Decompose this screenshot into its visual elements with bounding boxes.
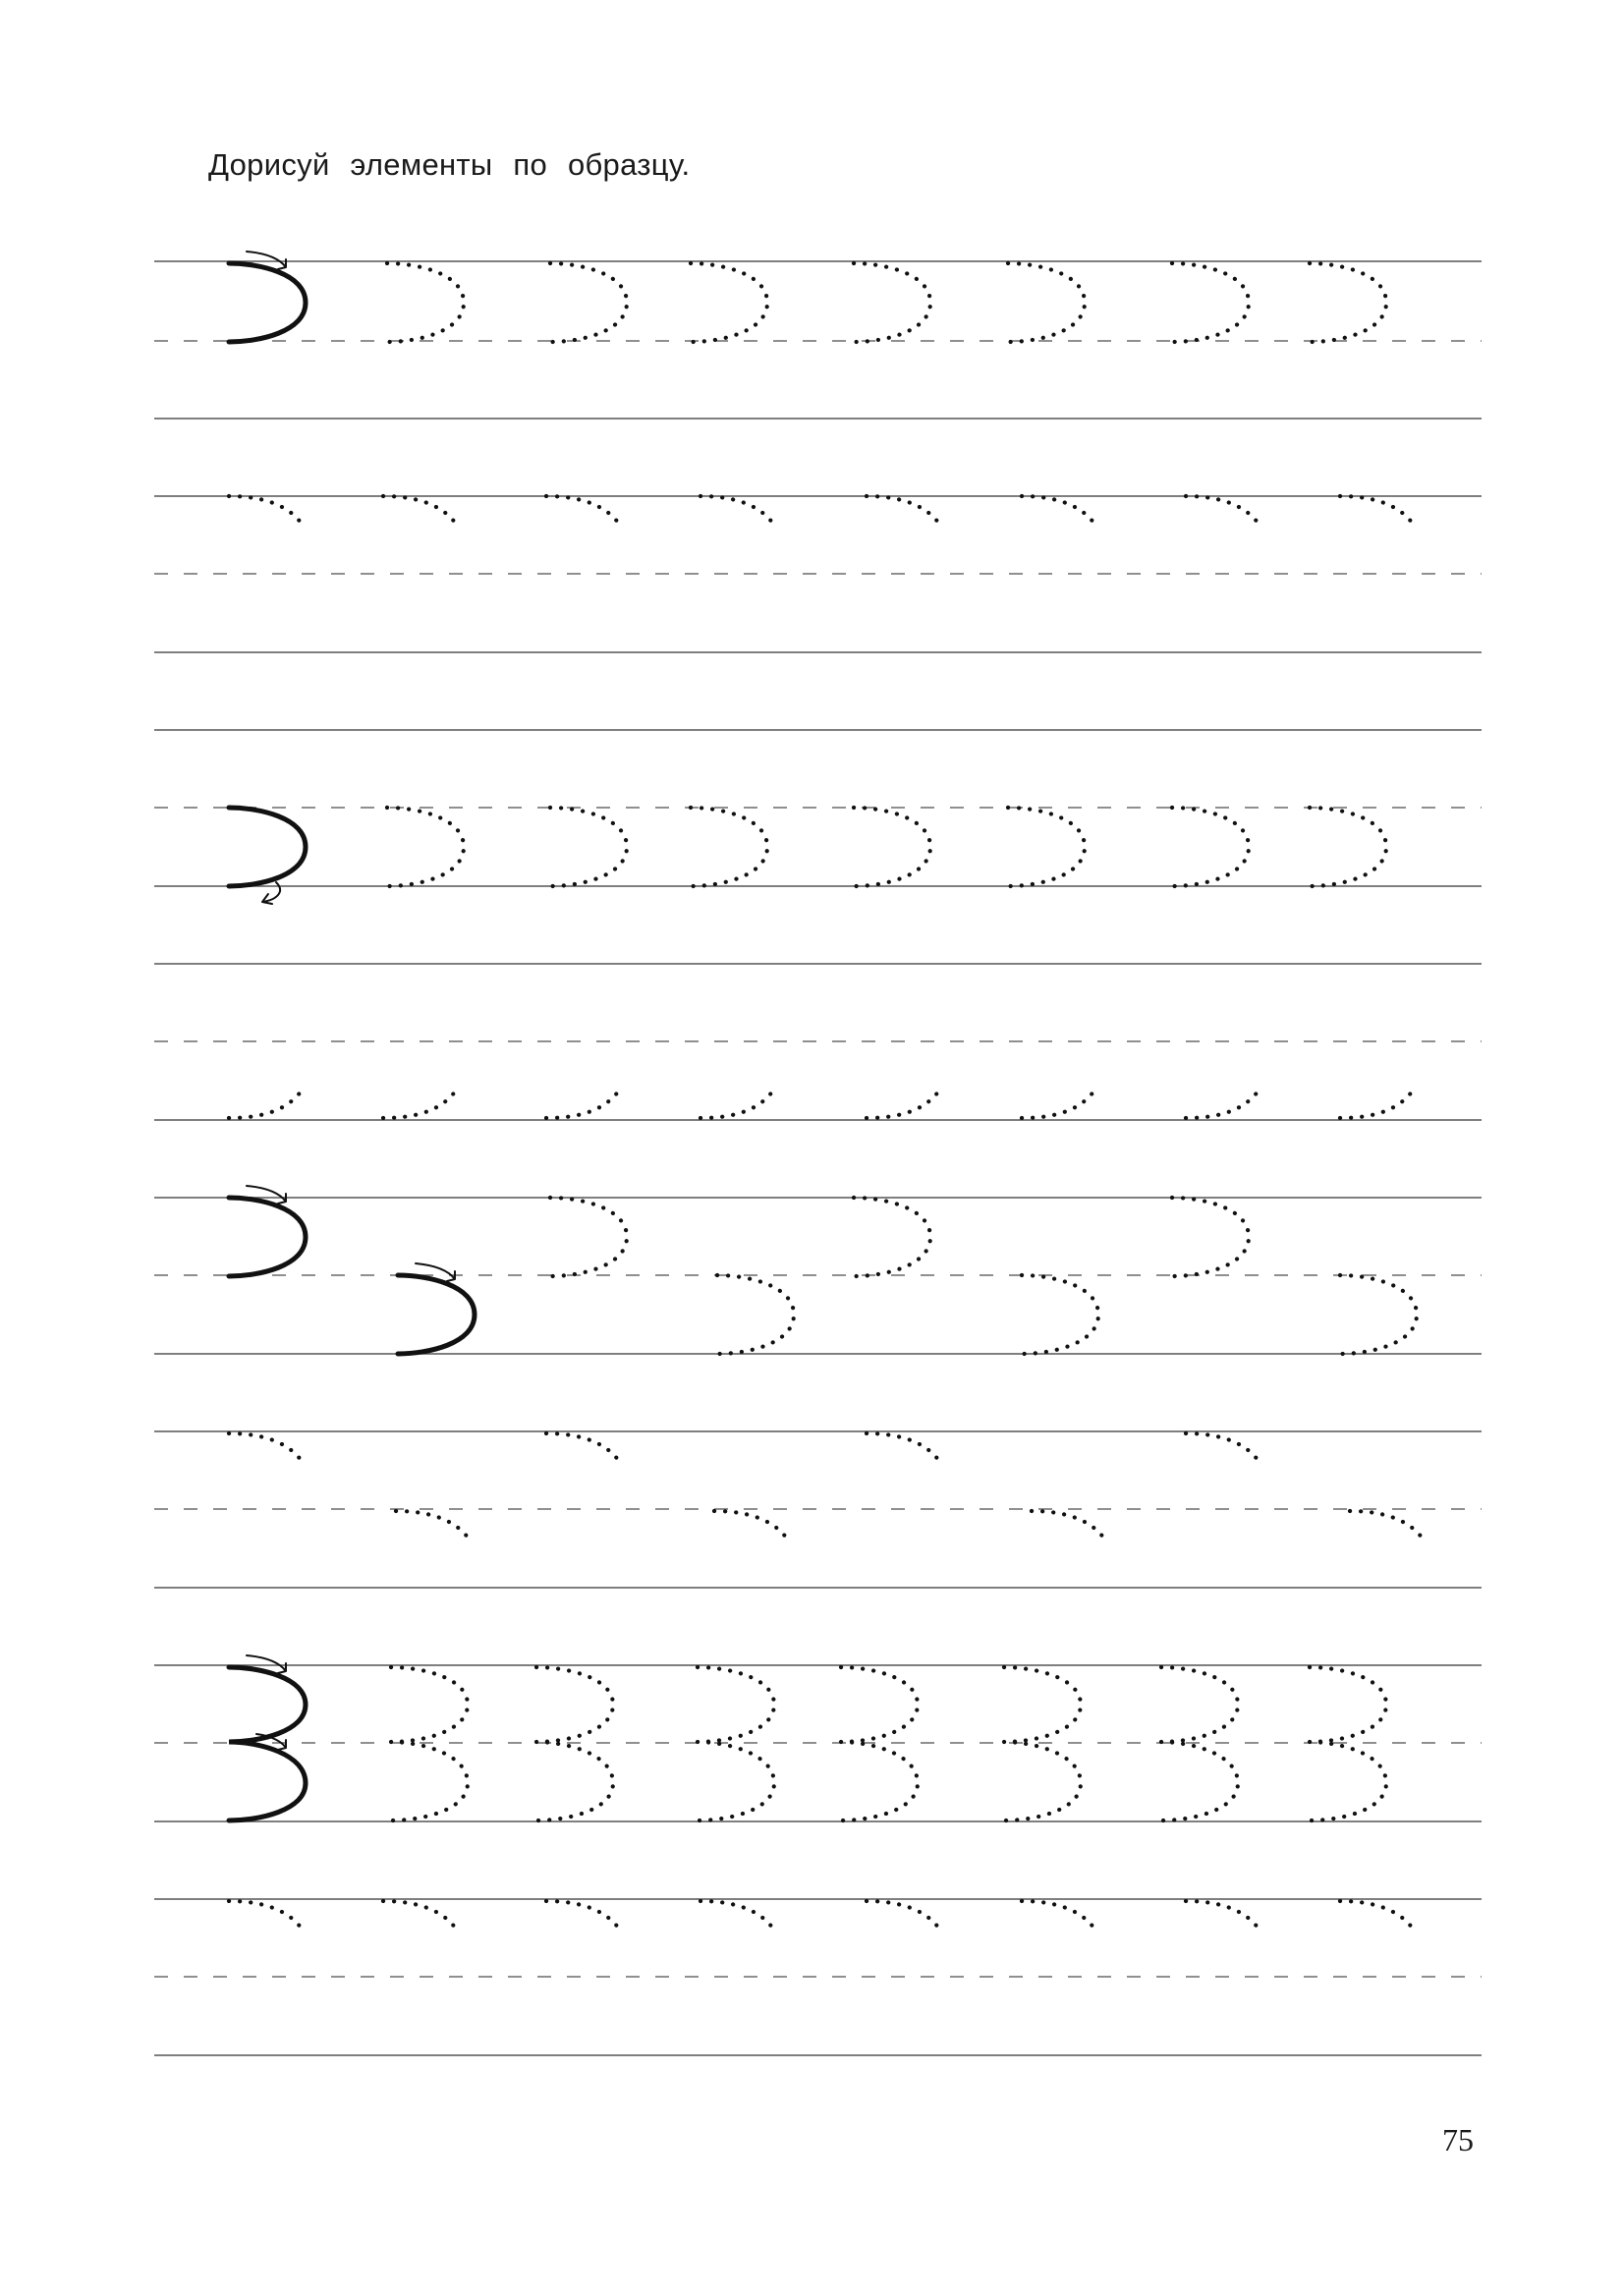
tracing-element bbox=[1340, 496, 1413, 524]
tracing-element bbox=[691, 263, 767, 342]
sample-element bbox=[398, 1263, 475, 1354]
tracing-element bbox=[396, 1511, 469, 1539]
tracing-element bbox=[700, 496, 773, 524]
tracing-element bbox=[536, 1667, 613, 1820]
tracing-element bbox=[1022, 1275, 1098, 1354]
tracing-element bbox=[383, 1091, 456, 1118]
tracing-element bbox=[1008, 808, 1085, 886]
tracing-element bbox=[714, 1511, 787, 1539]
tracing-element bbox=[700, 1901, 773, 1929]
tracing-elements bbox=[229, 1091, 1413, 1118]
tracing-element bbox=[383, 1901, 456, 1929]
tracing-elements bbox=[229, 1433, 1423, 1539]
tracing-element bbox=[1022, 1901, 1094, 1929]
tracing-element bbox=[1186, 496, 1259, 524]
tracing-element bbox=[867, 1091, 939, 1118]
tracing-element bbox=[229, 496, 302, 524]
tracing-element bbox=[550, 1198, 627, 1276]
sample-element bbox=[229, 252, 306, 342]
tracing-element bbox=[1008, 263, 1085, 342]
tracing-element bbox=[546, 1433, 619, 1461]
tracing-elements bbox=[387, 808, 1386, 886]
row-2 bbox=[154, 496, 1482, 652]
row-6 bbox=[154, 1431, 1482, 1588]
tracing-element bbox=[1172, 1198, 1249, 1276]
tracing-element bbox=[700, 1091, 773, 1118]
row-1 bbox=[154, 252, 1482, 419]
tracing-element bbox=[698, 1667, 774, 1820]
tracing-element bbox=[1172, 263, 1249, 342]
sample-element bbox=[229, 808, 306, 904]
tracing-element bbox=[1310, 808, 1386, 886]
row-8 bbox=[154, 1899, 1482, 2055]
tracing-element bbox=[546, 1091, 619, 1118]
tracing-element bbox=[1340, 1091, 1413, 1118]
tracing-element bbox=[717, 1275, 794, 1354]
tracing-element bbox=[546, 496, 619, 524]
page-number: 75 bbox=[1442, 2122, 1474, 2157]
row-4 bbox=[154, 964, 1482, 1120]
tracing-element bbox=[867, 1901, 939, 1929]
tracing-element bbox=[1350, 1511, 1423, 1539]
tracing-element bbox=[854, 1198, 930, 1276]
tracing-elements bbox=[387, 263, 1386, 342]
tracing-element bbox=[1022, 496, 1094, 524]
row-5 bbox=[154, 1186, 1482, 1354]
tracing-element bbox=[691, 808, 767, 886]
sample-element bbox=[229, 1186, 306, 1276]
tracing-element bbox=[1340, 1275, 1417, 1354]
tracing-element bbox=[854, 808, 930, 886]
tracing-element bbox=[550, 263, 627, 342]
tracing-element bbox=[1310, 1667, 1386, 1820]
tracing-element bbox=[1004, 1667, 1081, 1820]
tracing-elements bbox=[391, 1667, 1386, 1820]
tracing-element bbox=[1310, 263, 1386, 342]
tracing-element bbox=[229, 1091, 302, 1118]
tracing-element bbox=[841, 1667, 918, 1820]
tracing-element bbox=[867, 1433, 939, 1461]
row-3 bbox=[154, 730, 1482, 904]
tracing-elements bbox=[229, 1901, 1413, 1929]
tracing-element bbox=[854, 263, 930, 342]
tracing-element bbox=[1022, 1091, 1094, 1118]
tracing-element bbox=[229, 1901, 302, 1929]
row-7 bbox=[154, 1655, 1482, 1821]
tracing-element bbox=[387, 263, 464, 342]
tracing-element bbox=[867, 496, 939, 524]
tracing-elements bbox=[229, 496, 1413, 524]
tracing-element bbox=[1032, 1511, 1104, 1539]
tracing-element bbox=[1172, 808, 1249, 886]
tracing-element bbox=[387, 808, 464, 886]
sample-letter-z bbox=[229, 1655, 306, 1820]
tracing-element bbox=[1186, 1091, 1259, 1118]
instruction-text: Дорисуй элементы по образцу. bbox=[208, 147, 691, 182]
tracing-element bbox=[1161, 1667, 1238, 1820]
tracing-element bbox=[383, 496, 456, 524]
tracing-element bbox=[550, 808, 627, 886]
tracing-element bbox=[1186, 1433, 1259, 1461]
tracing-element bbox=[391, 1667, 468, 1820]
tracing-element bbox=[229, 1433, 302, 1461]
tracing-element bbox=[1186, 1901, 1259, 1929]
tracing-element bbox=[546, 1901, 619, 1929]
tracing-element bbox=[1340, 1901, 1413, 1929]
